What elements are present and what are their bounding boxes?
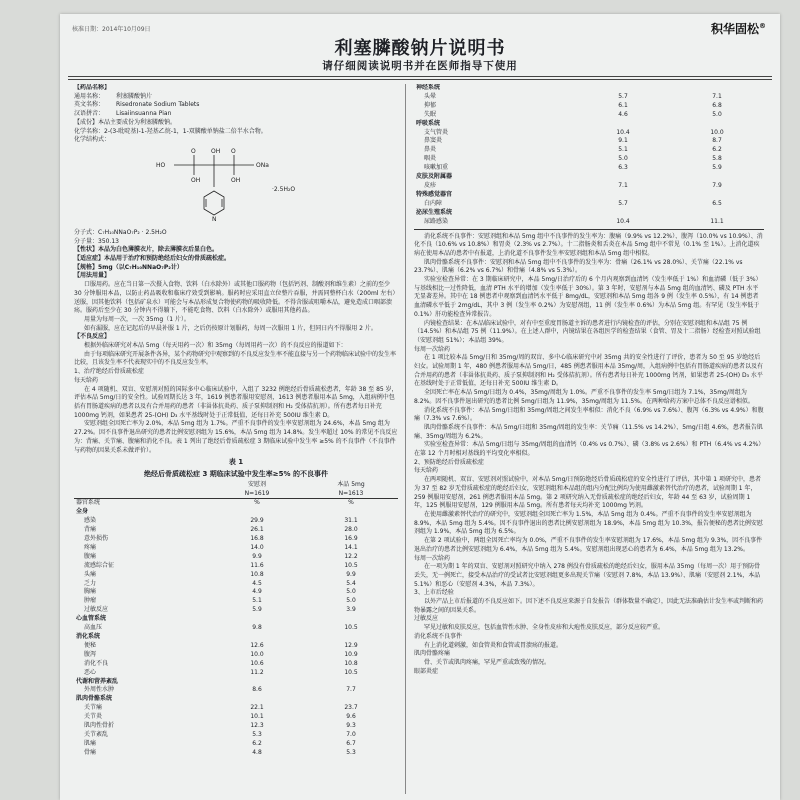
table-cell-drug [304,678,398,687]
table-cell-drug [304,508,398,517]
adverse-text-4: 安慰剂组全因死亡率为 2.0%，本品 5mg 组为 1.7%。严重不良事件的发生率安慰剂组为 24.6%，本品 5mg 组为 27.2%。因不良事件退出研究的患者比例安慰剂组为 15.6%，本品 5mg 组为 14.8%。发生率超过 10% 的常见不良反应为：背痛、关节痛、腹痛和消化不良。表 1 列出了绝经后骨质疏松症 3 期临床试验中发生率 ≥5% 的不良事件（不良事件与药物的因果关系未做评价）。 [74,420,398,454]
table-cell-placebo: 4.5 [252,579,262,587]
right-para-14: 在一项为期 1 年的双盲、安慰剂对照研究中纳入 278 例没有骨质疏松的绝经后妇女，服用本品 35mg（每周一次）用于预防骨丢失，无一例死亡，接受本品治疗的受试者比安慰剂组更多出现关节痛（安慰剂 7.8%，本品 13.9%）、肌痛（安慰剂 2.1%，本品 5.1%）和恶心（安慰剂 4.3%，本品 7.3%）。 [414,563,761,588]
table-row [74,580,398,589]
table-cell-drug: 9.3 [346,722,356,730]
table-cell-placebo: 10.4 [616,217,630,225]
table-cell-placebo: 5.7 [618,92,628,100]
table-cell-placebo: 10.6 [250,659,264,667]
section-3c: 肌肉骨骼疼痛 [414,650,451,658]
table-row [414,209,764,218]
table-cell-placebo: 12.3 [250,722,264,730]
section-2: 2、预防绝经后骨质疏松症 [414,458,484,466]
drug-name-key: 通用名称： [74,92,105,100]
table-cell-event: 流感综合征 [84,561,115,569]
table-cell-event: 肌肉性骨折 [84,722,115,730]
usage-heading: 【用法用量】 [74,272,111,280]
table-row [414,102,764,111]
svg-text:N: N [212,215,217,223]
table-cell-drug: 5.0 [346,597,356,605]
table-row [74,686,398,695]
table-cell-event: 过敏反应 [84,606,109,614]
table-cell-placebo [576,120,670,129]
table-cell-event: 外周性水肿 [84,686,115,694]
drug-name-key: 英文名称： [74,101,105,109]
table-col-drug-n: N=1613 [338,489,364,497]
column-divider [405,84,406,794]
section-3: 3、上市后经验 [414,589,454,597]
table-cell-placebo: 6.1 [618,101,628,109]
table-row [414,173,764,182]
right-para-12: 在使用雌激素替代治疗的研究中，安慰剂组全因死亡率为 1.5%，本品 5mg 组为 0.4%。严重不良事件的发生率安慰剂组为 8.9%，本品 5mg 组为 5.4%。因不良事件退出的患者比例安慰剂组为 18.9%，本品 5mg 组为 10.3%，报告便秘的患者比例安慰剂组为 1.9%，本品 5mg 组为 6.5%。 [414,511,763,536]
table-cell-drug: 6.7 [346,739,356,747]
table-row [414,93,764,102]
revision-date: 核准日期：2014年10月09日 [72,26,151,33]
table-cell-event: 抑郁 [424,101,437,109]
table-cell-drug: 5.4 [346,579,356,587]
table-cell-event: 感染 [84,517,97,525]
table-cell-drug [670,120,764,129]
table-cell-event: 泌尿生殖系统 [416,208,453,216]
table-cell-placebo: 7.1 [618,181,628,189]
table-row [74,588,398,597]
table-label: 表 1 [228,458,244,467]
left-column [74,84,398,800]
table-cell-placebo [210,633,304,642]
table-cell-placebo: 14.0 [250,543,264,551]
table-cell-placebo: 5.1 [252,597,262,605]
table-cell-drug [304,695,398,704]
right-para-1: 消化系统不良事件：安慰剂组和本品 5mg 组中不良事件的发生率为：腹痛（9.9% vs 12.2%）、腹泻（10.0% vs 10.9%）、消化不良（10.6% vs 10.8%）和胃炎（2.3% vs 2.7%）。十二指肠炎和舌炎在本品 5mg 组中不常见（0.1% 至 1%）。上消化道疾病在使用本品的患者中有报道，上消化道不良事件发生率安慰剂组和本品 5mg 组中相似。 [414,232,763,257]
table-cell-drug: 5.0 [712,110,722,118]
table-cell-event: 皮肤及附属器 [416,173,453,181]
table-row [74,606,398,615]
table-cell-event: 腹泻 [84,650,97,658]
table-unit-placebo: % [210,499,304,508]
table-cell-placebo: 5.9 [252,606,262,614]
drug-name-list [74,93,398,119]
table-cell-placebo: 5.1 [618,146,628,154]
table-cell-placebo: 4.8 [252,748,262,756]
table-cell-drug: 7.0 [346,730,356,738]
adverse-events-table-continued [414,84,764,227]
drug-name-value: Risedronate Sodium Tablets [116,101,200,109]
table-cell-event: 肿瘤 [84,597,97,605]
right-para-4: 内镜检查结果：在本品临床试验中，对有中至重度胃肠道主诉的患者进行内镜检查的评估，分别在安慰剂组和本品组 75 例（14.5%）和本品组 75 例（11.9%）。在上述人群中，内镜结果在各组医学的检查结果（食管、胃及十二指肠）经检查对照试验组（安慰剂组 51%）；本品组 39%。 [414,319,761,344]
page-subtitle: 请仔细阅读说明书并在医师指导下使用 [322,60,518,72]
usage-text: 口服用药。应在当日第一次摄入食物、饮料（白水除外）或其他口服药物（包括钙剂、制酸剂和维生素）之前的至少 30 分钟服用本品，以防止药品吸收和临床疗效受到影响。服药时应采用直立位整片吞服，并需同整杯白水（200ml 左右）送服，因其他饮料（包括矿泉水）可能会与本品形成复合物使药物的吸收降低。不得含服或咀嚼本品，避免造成口咽部溃疡。服药后至少在 30 分钟内不得躺下，不能吃食物、饮料（白水除外）或服用其他药品。 [74,281,396,315]
table-cell-drug: 10.5 [344,668,358,676]
right-para-15: 以外产品上市后报道的不良反应如下。因下述不良反应来源于自发报告（群体数量不确定），因此无法准确估计发生率或判断和药物暴露之间的因果关系。 [414,598,764,614]
hydrate-label: ·2.5H₂O [272,185,296,193]
drug-name-row [74,101,398,110]
table-cell-placebo: 10.0 [250,650,264,658]
table-cell-placebo [576,191,670,200]
table-cell-event: 消化不良 [84,659,109,667]
right-para-2: 肌肉骨骼系统不良事件：安慰剂和本品 5mg 组中不良事件的发生率为：骨痛（26.1% vs 28.0%）、关节痛（22.1% vs 23.7%）、肌痛（6.2% vs 6.7%）和骨痛（4.8% vs 5.3%）。 [414,258,743,275]
table-row [414,155,764,164]
indication: 【适应症】本品用于治疗和预防绝经后妇女的骨质疏松症。 [74,255,231,263]
table-row [74,544,398,553]
table-cell-placebo: 22.1 [250,704,264,712]
table-cell-placebo [210,695,304,704]
right-para-5: 每周一次给药 [414,345,451,353]
table-cell-event: 特殊感觉器官 [416,190,453,198]
table-bottom-rule [414,229,764,230]
table-cell-drug: 11.1 [710,217,724,225]
table-cell-placebo: 10.8 [250,570,264,578]
table-cell-event: 代谢和营养紊乱 [76,677,119,685]
adverse-text-2: 由于每项临床研究开展条件各异，某个药物研究中观察到的不良反应发生率不能直接与另一个药物临床试验中的发生率比较，且该发生率不代表现实中的不良反应发生率。 [74,350,397,367]
table-row [414,111,764,120]
table-cell-drug: 5.8 [712,155,722,163]
table-row [74,731,398,740]
table-cell-drug: 28.0 [344,526,358,534]
header-rule-bottom [68,79,772,80]
table-cell-drug: 10.0 [710,128,724,136]
svg-text:O: O [191,147,196,155]
right-para-16: 罕见过敏和皮肤反应，包括血管性水肿、全身性皮疹和大疱性皮肤反应，部分反应较严重。 [424,624,665,632]
adverse-text-3: 在 4 项随机、双盲、安慰剂对照的国际多中心临床试验中，入组了 3232 例绝经后骨质疏松患者，年龄 38 至 85 岁，评估本品 5mg/日的安全性。试验周期长达 3 年，1619 例患者服用安慰剂，1613 例患者服用本品 5mg，入组病例中包括有胃肠道疾病的患者以及有合并用药的患者（非甾体抗炎药、质子泵抑制剂和 H₂ 受体拮抗剂）。所有患者每日补充 1000mg 钙剂，如果患者 25-(OH) D₃ 水平基线时处于正常低值，还每日补充 500IU 维生素 D。 [74,385,398,419]
table-cell-placebo [210,678,304,687]
table-cell-placebo: 8.6 [252,686,262,694]
table-unit-drug: % [304,499,398,508]
right-para-6: 在 1 项比较本品 5mg/日和 35mg/周的双盲、多中心临床研究中对 35mg 共的安全性进行了评价，患者为 50 至 95 岁绝经后妇女。试验周期 1 年，480 例患者服用本品 5mg/日，485 例患者服用本品 35mg/周，入组病例中包括有胃肠道疾病的患者以及有合并用药的患者（非甾体抗炎药、质子泵抑制剂和 H₂ 受体拮抗剂）。所有患者每日补充 1000mg 钙剂，如果患者 25-(OH) D₃ 水平在基线时处于正常低值，还每日补充 500IU 维生素 D。 [414,354,763,388]
table-cell-event: 呼吸系统 [416,119,441,127]
dose-text-1: 用量为每周一次，一次 35mg（1 片）。 [84,315,190,323]
section-3d: 眼部炎症 [414,667,439,675]
table-cell-event: 便秘 [84,641,97,649]
section-3a: 过敏反应 [414,615,439,623]
table-title: 绝经后骨质疏松症 3 期临床试验中发生率≥5% 的不良事件 [144,469,328,478]
svg-text:OH: OH [211,147,221,155]
table-row [414,84,764,93]
table-cell-placebo: 5.7 [618,199,628,207]
table-cell-event: 高血压 [84,624,103,632]
table-row [414,164,764,173]
table-cell-placebo: 29.9 [250,517,264,525]
table-cell-event: 头痛 [84,570,97,578]
table-cell-placebo: 6.2 [252,739,262,747]
table-cell-event: 咽炎 [424,155,437,163]
adverse-text-1: 根据外临床研究对本品 5mg（每天用药一次）和 35mg（每周用药一次）的不良反应的报道如下： [84,342,347,350]
table-cell-event: 骨痛 [84,748,97,756]
table-cell-event: 皮疹 [424,181,437,189]
table-cell-event: 关节紊乱 [84,730,109,738]
svg-text:HO: HO [156,161,166,169]
table-row [74,633,398,642]
table-cell-event: 疼痛 [84,543,97,551]
composition: 【成份】本品主要成份为利塞膦酸钠。 [74,118,177,126]
table-cell-placebo: 11.6 [250,561,264,569]
right-para-3: 实验室检查异常：在 3 期临床研究中，本品 5mg/日治疗后的 6 个月内观察到血清钙（发生率低于 1%）和血清磷（低于 3%）与基线相比一过性降低，血清 PTH 水平的增加（发生率低于 30%）。第 3 年时，安慰剂与本品 5mg 组的血清钙、磷及 PTH 水平无显著差异。其中在 18 例患者中观察到血清钙水平低于 8mg/dL，安慰剂和本品 5mg 组各 9 例（发生率 0.5%），有 14 例患者血清磷水平低于 2mg/dL，其中 3 例（发生率 0.2%）为安慰剂组，11 例（发生率 0.6%）为本品 5mg 组。有罕见（发生率低于 0.1%）肝功能检查异常报告。 [414,276,762,318]
table-cell-drug: 9.9 [346,570,356,578]
table-cell-event: 失眠 [424,110,437,118]
drug-name-heading: 【药品名称】 [74,84,111,91]
table-cell-event: 消化系统 [76,633,101,641]
table-cell-drug: 7.1 [712,92,722,100]
table-row [414,129,764,138]
table-cell-event: 胸痛 [84,588,97,596]
table-cell-event: 关节痛 [84,704,103,712]
table-row [414,191,764,200]
svg-text:OH: OH [231,176,241,184]
table-cell-drug: 10.5 [344,624,358,632]
table-row [74,722,398,731]
table-cell-drug [304,633,398,642]
section-3b: 消化系统不良事件 [414,632,463,640]
table-cell-drug: 10.5 [344,561,358,569]
table-row [74,553,398,562]
adverse-item-1a: 每天给药 [74,376,99,384]
table-row [74,651,398,660]
table-cell-event: 支气管炎 [424,128,449,136]
table-cell-drug: 7.7 [346,686,356,694]
right-column [414,84,764,800]
structure-label: 化学结构式： [74,136,111,144]
table-cell-drug: 31.1 [344,517,358,525]
table-cell-drug: 16.9 [344,535,358,543]
table-cell-drug: 12.9 [344,641,358,649]
table-cell-placebo: 9.8 [252,624,262,632]
table-row [74,678,398,687]
table-cell-drug: 23.7 [344,704,358,712]
table-cell-placebo: 12.6 [250,641,264,649]
table-cell-placebo: 4.9 [252,588,262,596]
specification: 【规格】5mg（以C₇H₁₀NNaO₇P₂计） [74,263,183,271]
table-cell-placebo: 10.4 [616,128,630,136]
table-cell-event: 鼻窦炎 [424,137,443,145]
svg-text:O: O [231,147,236,155]
table-cell-event: 神经系统 [416,84,441,91]
table-organ-header: 器官系统 [74,499,210,508]
adverse-reactions-heading: 【不良反应】 [74,333,111,341]
table-col-placebo: 安慰剂 [247,480,266,488]
section-2b: 每周一次给药 [414,554,451,562]
table-cell-drug [670,173,764,182]
table-cell-event: 肌肉骨骼系统 [76,695,113,703]
right-para-17: 有上消化道刺激，如食管炎和食管或胃溃疡的报道。 [424,641,563,649]
table-row [414,182,764,191]
table-col-placebo-n: N=1619 [244,489,270,497]
table-cell-drug: 5.0 [346,588,356,596]
table-cell-event: 恶心 [84,668,97,676]
table-cell-placebo [576,209,670,218]
table-row [414,120,764,129]
table-cell-drug: 10.9 [344,650,358,658]
right-para-9: 肌肉骨骼系统不良事件：本品 5mg/日组和 35mg/周组的发生率：关节痛（11.5% vs 14.2%）、5mg/日组 4.6%，患者报告肌痛、35mg/周组为 6.2%。 [414,423,763,440]
table-row [74,749,398,758]
description: 【性状】本品为白色薄膜衣片，除去薄膜衣后显白色。 [74,246,219,254]
table-row [74,517,398,526]
table-cell-drug [670,191,764,200]
table-row [74,526,398,535]
table-row [74,713,398,722]
table-col-drug: 本品 5mg [337,480,365,488]
table-cell-placebo: 11.2 [250,668,264,676]
table-cell-drug: 10.8 [344,659,358,667]
drug-name-value: 利塞膦酸钠片 [116,92,153,100]
table-cell-drug: 6.8 [712,101,722,109]
table-row [74,740,398,749]
table-cell-drug: 6.2 [712,146,722,154]
right-para-8: 消化系统不良事件：本品 5mg/日组和 35mg/周组之间发生率相似：消化不良（6.9% vs 7.6%）、腹泻（6.3% vs 4.9%）和腹痛（7.3% vs 7.6%）。 [414,406,764,423]
table-cell-drug: 7.9 [712,181,722,189]
table-cell-placebo: 16.8 [250,535,264,543]
table-cell-event: 鼻炎 [424,146,437,154]
table-cell-drug [670,209,764,218]
table-cell-event: 心血管系统 [76,615,107,623]
table-cell-event: 肌痛 [84,739,97,747]
table-cell-placebo: 5.3 [252,730,262,738]
chemical-name: 化学名称：2-(3-吡啶基)-1-羟基乙烷-1，1-双膦酸单钠盐二倍半水合物。 [74,127,267,135]
molecular-weight: 分子量：350.13 [74,237,119,245]
table-row [414,137,764,146]
table-cell-placebo: 4.6 [618,110,628,118]
table-row [74,508,398,517]
table-row [74,562,398,571]
table-cell-event: 乏力 [84,579,97,587]
table-cell-drug [670,84,764,93]
table-row [74,624,398,633]
chemical-structure [74,147,398,227]
table-cell-drug: 8.7 [712,137,722,145]
table-cell-drug [304,615,398,624]
right-para-10: 实验室检查异常：本品 5mg/日组与 35mg/周组的血清钙（0.4% vs 0.7%）、磷（3.8% vs 2.6%）和 PTH（6.4% vs 4.2%）在第 12 个月时相对基线的平均变化率相似。 [414,441,762,458]
molecular-formula: 分子式：C₇H₁₀NNaO₇P₂ · 2.5H₂O [74,228,167,236]
table-cell-drug: 5.3 [346,748,356,756]
right-para-7: 全因死亡率在本品 5mg/日组为 0.4%，35mg/周组为 1.0%。严重不良事件的发生率 5mg/日组为 7.1%，35mg/周组为 8.2%。因不良事件退出研究的患者比例 5mg/日组为 11.9%，35mg/周组为 11.5%。在两种给药方案中总体不良反应谱相似。 [414,389,754,405]
table-cell-drug: 14.1 [344,543,358,551]
table-cell-event: 白内障 [424,199,443,207]
drug-name-key: 汉语拼音： [74,110,105,118]
table-cell-placebo [576,173,670,182]
table-cell-placebo [576,84,670,93]
table-cell-drug: 12.2 [344,552,358,560]
table-cell-event: 意外损伤 [84,535,109,543]
table-row [74,642,398,651]
drug-name-row [74,110,398,119]
brand-name: 积华固松® [710,22,766,36]
right-para-18: 骨、关节或肌肉疼痛，罕见严重或致残的情况。 [424,658,551,666]
svg-text:OH: OH [191,176,201,184]
table-cell-event: 咳嗽加重 [424,164,449,172]
table-row [414,218,764,227]
table-row [414,200,764,209]
drug-name-value: Lisaiinsuanna Pian [116,110,172,118]
table-row [74,695,398,704]
table-cell-placebo [210,615,304,624]
page-title: 利塞膦酸钠片说明书 [334,38,506,59]
table-cell-drug: 9.6 [346,713,356,721]
table-row [414,146,764,155]
table-cell-placebo [210,508,304,517]
table-cell-placebo: 5.0 [618,155,628,163]
table-row [74,615,398,624]
svg-text:ONa: ONa [256,161,269,169]
right-para-11: 在两项随机、双盲、安慰剂对照试验中，对本品 5mg/日预防绝经后骨质疏松症的安全性进行了评估，其中第 1 项研究中，患者为 37 至 82 岁无骨质疏松症的绝经后妇女，安慰剂组和本品组的组内分配比例均为使用雌激素替代治疗的患者，试验周期 1 年，259 例服用安慰剂，261 例患者服用本品 5mg。第 2 项研究纳入无骨质疏松症的绝经后妇女，年龄 44 至 63 岁，试验周期 1 年，125 例服用安慰剂，129 例服用本品 5mg。所有患者每天均补充 1000mg 钙剂。 [414,476,762,510]
table-cell-event: 背痛 [84,526,97,534]
structure-diagram [134,147,334,227]
table-cell-placebo: 10.1 [250,713,264,721]
table-cell-event: 头晕 [424,92,437,100]
table-cell-drug: 3.9 [346,606,356,614]
table-cell-placebo: 26.1 [250,526,264,534]
table-row [74,535,398,544]
table-cell-placebo: 6.3 [618,164,628,172]
dose-text-2: 如有漏服，应在记起后的早晨补服 1 片，之后仍按原计划服药，每周一次服用 1 片，但同日内不得服用 2 片。 [84,324,377,332]
adverse-events-table [74,481,398,758]
table-cell-placebo: 9.9 [252,552,262,560]
header-rule-top [68,76,772,77]
table-cell-drug: 5.9 [712,164,722,172]
right-para-13: 在第 2 项试验中，两组全因死亡率均为 0.0%，严重不良事件的发生率安慰剂组为 17.6%，本品 5mg 组为 9.3%，因不良事件退出治疗的患者比例安慰剂组为 6.4%，本品 5mg 组为 5.4%。安慰剂组出现恶心的患者为 6.4%，本品 5mg 组为 13.2%。 [414,537,763,553]
table-cell-event: 关节炎 [84,713,103,721]
table-cell-event: 全身 [76,508,89,516]
table-cell-drug: 6.5 [712,199,722,207]
table-row [74,704,398,713]
table-row [74,571,398,580]
table-row [74,660,398,669]
adverse-item-1: 1、治疗绝经后骨质疏松症 [74,368,144,376]
table-cell-event: 腹痛 [84,552,97,560]
leaflet-sheet [60,14,780,800]
table-cell-placebo: 9.1 [618,137,628,145]
drug-name-row [74,93,398,102]
table-row [74,597,398,606]
table-row [74,669,398,678]
section-2a: 每天给药 [414,467,439,475]
table-cell-event: 尿路感染 [424,217,449,225]
